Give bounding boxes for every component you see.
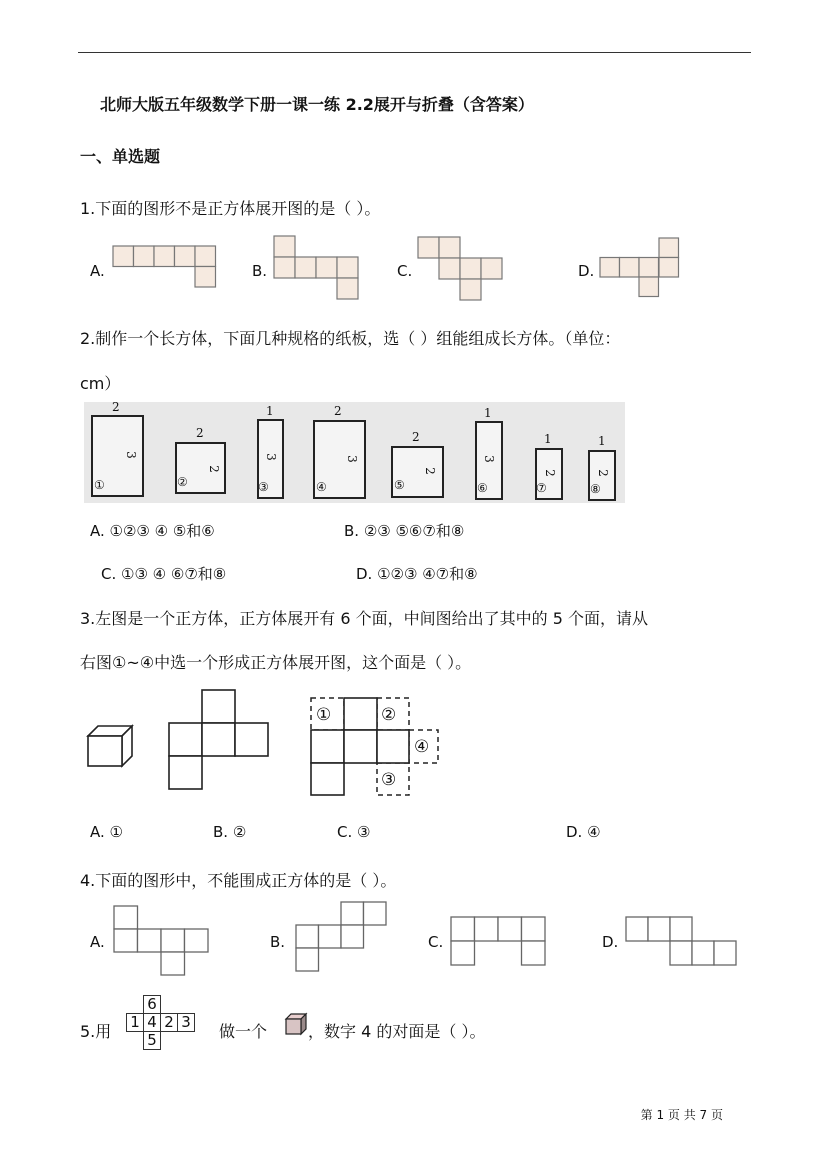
cube-icon bbox=[86, 724, 134, 768]
q5-stem-post: ，数字 4 的对面是（ ）。 bbox=[308, 1022, 486, 1041]
q1-net-d bbox=[600, 238, 682, 298]
section-heading: 一、单选题 bbox=[80, 147, 161, 166]
q1-net-b bbox=[274, 236, 362, 302]
card-6-side: 3 bbox=[481, 455, 496, 463]
q2-cards-photo bbox=[84, 402, 625, 503]
q5-grid-bottom: 5 bbox=[144, 1032, 161, 1050]
q4-net-d bbox=[626, 917, 738, 967]
small-cube-icon bbox=[285, 1013, 307, 1035]
q3-option-b[interactable]: B. ② bbox=[213, 823, 247, 841]
card-1-num: ① bbox=[94, 478, 105, 492]
card-6-top: 1 bbox=[484, 406, 492, 420]
q4-net-c bbox=[451, 917, 547, 967]
card-8-side: 2 bbox=[595, 469, 610, 477]
q3-stem-line2: 右图①~④中选一个形成正方体展开图，这个面是（ ）。 bbox=[80, 653, 472, 672]
card-8-num: ⑧ bbox=[590, 482, 601, 496]
card-4-side: 3 bbox=[344, 455, 359, 463]
card-7-top: 1 bbox=[544, 432, 552, 446]
card-4-num: ④ bbox=[316, 480, 327, 494]
q5-stem-pre: 5.用 bbox=[80, 1022, 112, 1041]
card-8-top: 1 bbox=[598, 434, 606, 448]
q1-option-b[interactable]: B. bbox=[252, 262, 268, 280]
q5-grid-cell-1: 1 bbox=[127, 1014, 144, 1032]
q3-option-c[interactable]: C. ③ bbox=[337, 823, 371, 841]
card-7-side: 2 bbox=[542, 469, 557, 477]
q1-option-d[interactable]: D. bbox=[578, 262, 595, 280]
q3-label-1: ① bbox=[316, 705, 332, 725]
q3-label-2: ② bbox=[381, 705, 397, 725]
q4-stem: 4.下面的图形中，不能围成正方体的是（ ）。 bbox=[80, 871, 397, 890]
q2-stem-line1: 2.制作一个长方体，下面几种规格的纸板，选（ ）组能组成长方体。（单位： bbox=[80, 329, 621, 348]
q4-net-a bbox=[114, 906, 212, 976]
card-3-num: ③ bbox=[258, 480, 269, 494]
q5-grid-cell-4: 3 bbox=[178, 1014, 195, 1032]
page-footer: 第 1 页 共 7 页 bbox=[640, 1108, 723, 1122]
header-rule bbox=[78, 52, 751, 53]
card-2-side: 2 bbox=[206, 465, 221, 473]
q3-option-a[interactable]: A. ① bbox=[90, 823, 123, 841]
q3-option-d[interactable]: D. ④ bbox=[566, 823, 601, 841]
q4-option-d[interactable]: D. bbox=[602, 933, 619, 951]
card-2-num: ② bbox=[177, 475, 188, 489]
q3-middle-net bbox=[169, 690, 271, 792]
q5-grid-cell-3: 2 bbox=[161, 1014, 178, 1032]
card-1-top: 2 bbox=[112, 400, 120, 414]
q2-stem-line2: cm） bbox=[80, 374, 121, 393]
q3-label-4: ④ bbox=[414, 737, 430, 757]
q1-stem: 1.下面的图形不是正方体展开图的是（ ）。 bbox=[80, 199, 381, 218]
q2-option-d[interactable]: D. ①②③ ④⑦和⑧ bbox=[356, 565, 478, 583]
card-2-top: 2 bbox=[196, 426, 204, 440]
q1-option-a[interactable]: A. bbox=[90, 262, 105, 280]
card-1-side: 3 bbox=[123, 451, 138, 459]
q4-option-a[interactable]: A. bbox=[90, 933, 105, 951]
q1-option-c[interactable]: C. bbox=[397, 262, 413, 280]
q4-option-c[interactable]: C. bbox=[428, 933, 444, 951]
card-6-num: ⑥ bbox=[477, 481, 488, 495]
q5-grid-top: 6 bbox=[144, 996, 161, 1014]
q2-option-c[interactable]: C. ①③ ④ ⑥⑦和⑧ bbox=[101, 565, 227, 583]
q2-option-b[interactable]: B. ②③ ⑤⑥⑦和⑧ bbox=[344, 522, 465, 540]
page-title: 北师大版五年级数学下册一课一练 2.2展开与折叠（含答案） bbox=[100, 95, 534, 114]
q5-grid-cell-2: 4 bbox=[144, 1014, 161, 1032]
q1-net-c bbox=[418, 237, 504, 303]
card-5-num: ⑤ bbox=[394, 478, 405, 492]
card-5-top: 2 bbox=[412, 430, 420, 444]
q2-option-a[interactable]: A. ①②③ ④ ⑤和⑥ bbox=[90, 522, 215, 540]
card-3-side: 3 bbox=[263, 453, 278, 461]
card-3-top: 1 bbox=[266, 404, 274, 418]
q1-net-a bbox=[113, 246, 217, 290]
q5-number-net bbox=[126, 995, 195, 1050]
q5-stem-mid: 做一个 bbox=[219, 1022, 268, 1041]
card-4-top: 2 bbox=[334, 404, 342, 418]
q3-stem-line1: 3.左图是一个正方体，正方体展开有 6 个面，中间图给出了其中的 5 个面，请从 bbox=[80, 609, 648, 628]
card-7-num: ⑦ bbox=[536, 481, 547, 495]
q4-option-b[interactable]: B. bbox=[270, 933, 286, 951]
card-5-side: 2 bbox=[422, 467, 437, 475]
q4-net-b bbox=[296, 902, 389, 974]
q3-label-3: ③ bbox=[381, 770, 397, 790]
